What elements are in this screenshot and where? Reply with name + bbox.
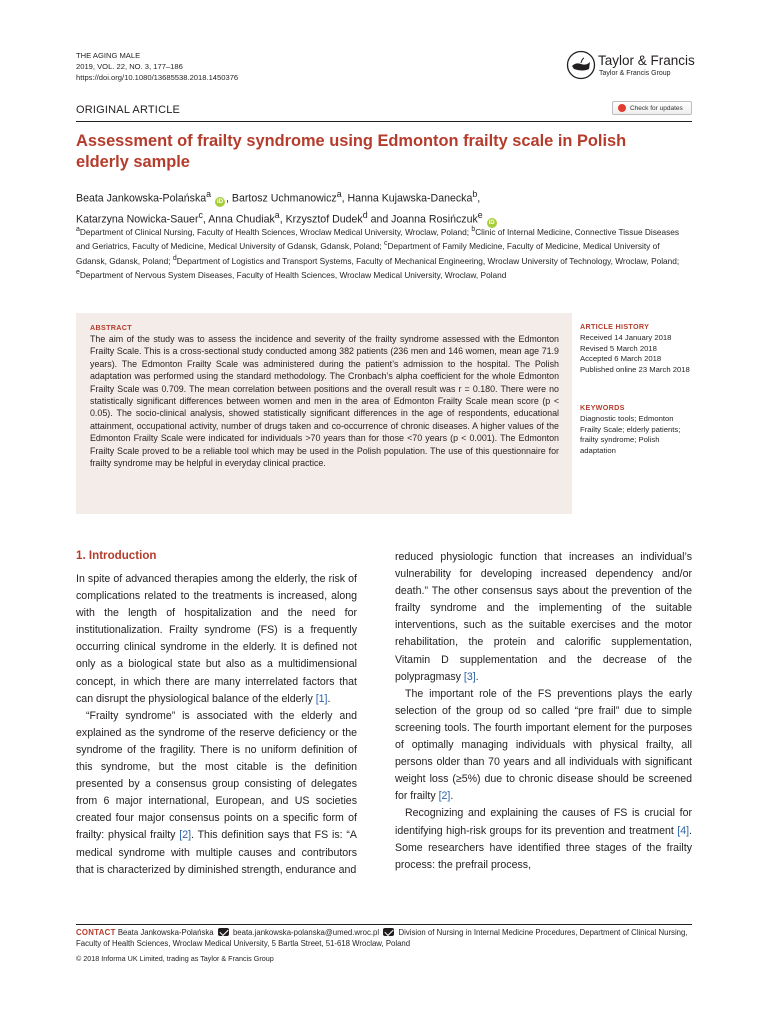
affil-marker: e	[477, 210, 483, 221]
article-history	[580, 322, 692, 376]
paragraph-text: .	[450, 790, 454, 803]
citation-link[interactable]: [2]	[438, 790, 451, 803]
affiliation: Department of Logistics and Transport Systems, Faculty of Mechanical Engineering, Wroclaw University of Technology, Wroclaw, Poland;	[176, 255, 680, 266]
paragraph-text: .	[327, 692, 331, 705]
affiliation: Department of Nervous System Diseases, Faculty of Health Sciences, Wroclaw Medical University, Wroclaw, Poland	[79, 269, 507, 280]
footer-rule	[76, 924, 692, 925]
affil-marker: a	[274, 210, 280, 221]
publisher-name: Taylor & Francis	[598, 53, 695, 68]
affil-marker: e	[76, 269, 80, 277]
orcid-icon[interactable]: iD	[217, 198, 224, 205]
paragraph-text: “Frailty syndrome” is associated with the elderly and explained as the syndrome of the reserve deficiency or the syndrome of the fragility. There is no uniform definition of this syndrome, but the most citable is the definition presented by a consensus group consisting of delegates from 6 major international, European, and US societies created four major consensus points on a specific form of frailty: physical frailty	[76, 709, 357, 842]
affil-marker: d	[362, 210, 368, 221]
author-name[interactable]: , Anna Chudiak	[202, 213, 275, 226]
body-left-column	[76, 571, 357, 879]
published-date: Published online 23 March 2018	[580, 365, 690, 375]
author-name[interactable]: Katarzyna Nowicka-Sauer	[76, 213, 199, 226]
paragraph	[395, 805, 692, 873]
paragraph-text: . Some researchers have identified three stages of the frailty process: the prefrail process,	[395, 824, 692, 871]
author-name[interactable]: and Joanna Rosińczuk	[367, 213, 478, 226]
author-name[interactable]: , Krzysztof Dudek	[279, 213, 363, 226]
citation-link[interactable]: [3]	[463, 670, 476, 683]
revised-date: Revised 5 March 2018	[580, 343, 657, 353]
affil-marker: c	[384, 240, 388, 248]
paragraph-text: . This definition says that FS is: “A medical syndrome with multiple causes and contributors that is characterized by diminished strength, endurance and	[76, 829, 357, 876]
abstract-text: The aim of the study was to assess the incidence and severity of the frailty syndrome assessed with the Edmonton Frailty Scale. This is a cross-sectional study conducted among 382 patients (236 men and 146 women, mean age 71.9 years). The Edmonton Frailty Scale was administered during the patient’s admission to the hospital. The Polish adaptation was performed using the standard methodology. The Cronbach’s alpha coefficient for the whole Edmonton Frailty Scale was 0.709. The mean correlation between positions and the overall result was r = 0.180. There were no statistically significant differences between women and men in the area of Edmonton Frailty Scale mean score (p < 0.05). The socio-clinical analysis, showed statistically significant differences in the age of respondents, educational attainment, occupational activity, number of drugs taken and co-occurrence of chronic diseases. A higher values of the Edmonton Frailty Scale were indicated for individuals >70 years than for those <70 years (p < 0.001). The Edmonton Frailty Scale proved to be a reliable tool which may be used in the Polish population. The use of this questionnaire for frailty syndrome may be helpful in everyday clinical practice.	[90, 334, 559, 469]
keywords-text: Diagnostic tools; Edmonton Frailty Scale; elderly patients; frailty syndrome; Polish adaptation	[580, 413, 681, 456]
crossmark-icon	[618, 104, 626, 112]
email-icon	[218, 928, 229, 936]
journal-info	[76, 50, 238, 83]
affil-marker: d	[172, 254, 177, 262]
contact-name: Beata Jankowska-Polańska	[117, 928, 214, 937]
author-line-1	[76, 186, 692, 207]
paragraph	[76, 571, 357, 708]
body-right-column	[395, 549, 692, 874]
paragraph-text: The important role of the FS preventions plays the early selection of the group od so called “pre frail” due to simple screening tools. The fourth important element for the purposes of optimally managing individuals with physical frailty, all persons older than 70 years and all individuals with significant weight loss (≥5%) due to chronic disease should be screened for frailty	[395, 687, 692, 803]
author-name[interactable]: , Hanna Kujawska-Danecka	[341, 192, 473, 205]
contact-info	[76, 927, 696, 949]
header-rule	[76, 121, 692, 122]
citation-link[interactable]: [4]	[677, 824, 690, 837]
separator: ,	[477, 192, 481, 205]
check-for-updates-label: Check for updates	[630, 104, 683, 112]
article-history-heading: ARTICLE HISTORY	[580, 322, 650, 331]
citation-link[interactable]: [2]	[179, 829, 192, 842]
section-heading-introduction: 1. Introduction	[76, 549, 157, 562]
paragraph	[76, 708, 357, 879]
affil-marker: b	[471, 226, 476, 233]
affil-marker: a	[76, 226, 80, 233]
author-name[interactable]: , Bartosz Uchmanowicz	[226, 192, 337, 205]
citation-link[interactable]: [1]	[315, 692, 328, 705]
paragraph-text: In spite of advanced therapies among the elderly, the risk of complications related to the treatments is increased, along with the length of hospitalization and the need for institutionalization. Frailty syndrome (FS) is a frequently occurring clinical syndrome in the elderly. It is defined not only as a biological state but also as a multidimensional concept, in which there are many interrelated factors that can disrupt the physiological balance of the elderly	[76, 573, 357, 705]
address-icon	[383, 928, 394, 936]
taylor-francis-lamp-icon	[566, 50, 596, 80]
affiliation: Clinic of Internal Medicine, Connective Tissue Diseases and Geriatrics, Faculty of Medicine, Medical University of Gdansk, Gdansk, Poland;	[76, 226, 680, 252]
paragraph	[395, 549, 692, 686]
affil-marker: c	[198, 210, 203, 221]
keywords-heading: KEYWORDS	[580, 403, 625, 412]
publisher-logo[interactable]	[566, 50, 696, 90]
contact-address: Division of Nursing in Internal Medicine Procedures, Department of Clinical Nursing, Faculty of Health Sciences, Wroclaw Medical University, 5 Bartla Street, 51-618 Wroclaw, Poland	[76, 928, 688, 948]
paragraph	[395, 686, 692, 806]
affil-marker: a	[206, 189, 212, 199]
volume-info: 2019, VOL. 22, NO. 3, 177–186	[76, 62, 183, 71]
paragraph-text: Recognizing and explaining the causes of FS is crucial for identifying high-risk groups for its prevention and treatment	[395, 807, 692, 837]
affiliation: Department of Family Medicine, Faculty of Medicine, Medical University of Gdansk, Gdansk, Poland;	[76, 241, 660, 266]
abstract-heading: ABSTRACT	[90, 323, 132, 332]
affiliations	[76, 224, 692, 281]
accepted-date: Accepted 6 March 2018	[580, 354, 662, 364]
author-list	[76, 186, 692, 228]
received-date: Received 14 January 2018	[580, 332, 672, 342]
article-title: Assessment of frailty syndrome using Edmonton frailty scale in Polish elderly sample	[76, 132, 627, 171]
orcid-icon[interactable]: iD	[488, 219, 495, 226]
keywords	[580, 403, 692, 457]
author-name[interactable]: Beata Jankowska-Polańska	[76, 192, 207, 205]
contact-label: CONTACT	[76, 928, 116, 937]
check-for-updates-button[interactable]	[612, 101, 692, 115]
doi-link[interactable]: https://doi.org/10.1080/13685538.2018.1450376	[76, 73, 239, 82]
paragraph-text: reduced physiologic function that increases an individual’s vulnerability for developing increased dependency and/or death.” The other consensus says about the prevention of the frailty syndrome and the implementing of the suitable interventions, such as the suitable exercises and the motor rehabilitation, the protein and calorific supplementation, Vitamin D supplementation and the decrease of the polypragmasy	[395, 551, 692, 683]
affiliation: Department of Clinical Nursing, Faculty of Health Sciences, Wroclaw Medical University, Wroclaw, Poland;	[79, 226, 472, 237]
article-type: ORIGINAL ARTICLE	[76, 104, 181, 116]
publisher-group: Taylor & Francis Group	[599, 70, 671, 77]
contact-email[interactable]: beata.jankowska-polanska@umed.wroc.pl	[232, 928, 380, 937]
affil-marker: b	[472, 189, 478, 199]
copyright: © 2018 Informa UK Limited, trading as Taylor & Francis Group	[76, 954, 274, 963]
affil-marker: a	[336, 189, 342, 199]
journal-name: THE AGING MALE	[76, 51, 141, 60]
paragraph-text: .	[475, 670, 479, 683]
